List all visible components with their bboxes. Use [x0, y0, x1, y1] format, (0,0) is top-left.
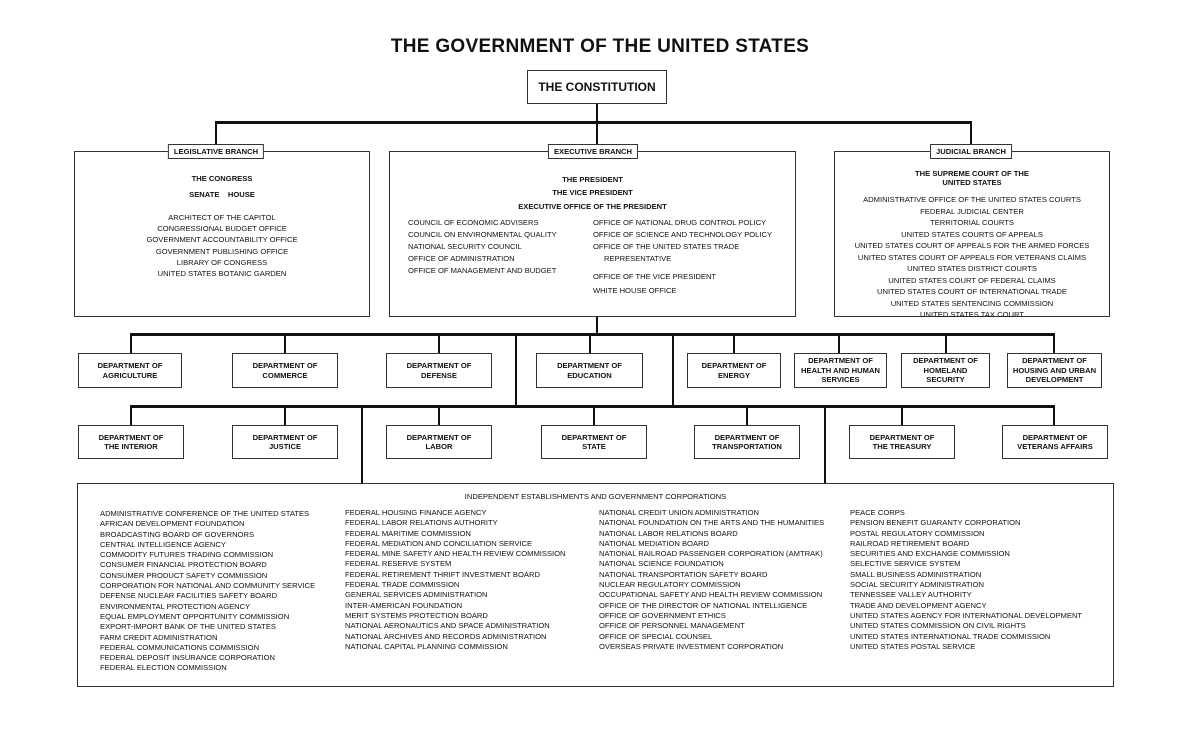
connector-line [130, 405, 132, 425]
department-health-human-services: DEPARTMENT OF HEALTH AND HUMAN SERVICES [794, 353, 887, 388]
connector-line [596, 317, 598, 334]
connector-line [515, 333, 517, 407]
list-item: OFFICE OF MANAGEMENT AND BUDGET [408, 266, 557, 275]
list-item: CONSUMER PRODUCT SAFETY COMMISSION [100, 570, 268, 580]
list-item: OFFICE OF GOVERNMENT ETHICS [599, 610, 726, 620]
connector-line [733, 333, 735, 353]
list-item: NATIONAL CAPITAL PLANNING COMMISSION [345, 641, 508, 651]
list-item: FEDERAL MEDIATION AND CONCILIATION SERVICE [345, 538, 533, 548]
list-item: UNITED STATES COURTS OF APPEALS [901, 229, 1043, 239]
list-item: ENVIRONMENTAL PROTECTION AGENCY [100, 601, 251, 611]
department-commerce: DEPARTMENT OF COMMERCE [232, 353, 338, 388]
list-item: NATIONAL TRANSPORTATION SAFETY BOARD [599, 569, 768, 579]
list-item: UNITED STATES SENTENCING COMMISSION [890, 298, 1054, 308]
list-item: UNITED STATES TAX COURT [920, 310, 1024, 319]
independent-list-col4 [850, 508, 1082, 652]
list-item: NATIONAL CREDIT UNION ADMINISTRATION [599, 508, 760, 517]
congress-label: THE CONGRESS [191, 174, 253, 183]
executive-branch-box [389, 151, 796, 317]
list-item: SMALL BUSINESS ADMINISTRATION [850, 569, 982, 579]
list-item: TERRITORIAL COURTS [930, 218, 1014, 227]
list-item: UNITED STATES COURT OF APPEALS FOR VETERANS CLAIMS [857, 252, 1087, 262]
list-item: NATIONAL MEDIATION BOARD [599, 538, 709, 548]
department-veterans-affairs: DEPARTMENT OF VETERANS AFFAIRS [1002, 425, 1108, 459]
list-item: CONGRESSIONAL BUDGET OFFICE [157, 224, 287, 234]
connector-line [589, 333, 591, 353]
list-item: UNITED STATES COMMISSION ON CIVIL RIGHTS [850, 621, 1026, 631]
list-item: SELECTIVE SERVICE SYSTEM [850, 559, 961, 569]
list-item: POSTAL REGULATORY COMMISSION [850, 528, 985, 538]
department-justice: DEPARTMENT OF JUSTICE [232, 425, 338, 459]
list-item: ADMINISTRATIVE OFFICE OF THE UNITED STATES COURTS [863, 195, 1081, 204]
department-state: DEPARTMENT OF STATE [541, 425, 647, 459]
list-item: OFFICE OF THE UNITED STATES TRADE [593, 242, 740, 251]
department-treasury: DEPARTMENT OF THE TREASURY [849, 425, 955, 459]
department-agriculture: DEPARTMENT OF AGRICULTURE [78, 353, 182, 388]
connector-line [438, 405, 440, 425]
list-item: INTER-AMERICAN FOUNDATION [345, 600, 463, 610]
department-labor: DEPARTMENT OF LABOR [386, 425, 492, 459]
list-item: RAILROAD RETIREMENT BOARD [850, 538, 970, 548]
eop-label: EXECUTIVE OFFICE OF THE PRESIDENT [518, 202, 667, 211]
executive-branch-label: EXECUTIVE BRANCH [548, 144, 638, 159]
list-item: NATIONAL FOUNDATION ON THE ARTS AND THE HUMANITIES [599, 518, 825, 528]
connector-line [130, 405, 1053, 408]
list-item: OFFICE OF THE VICE PRESIDENT [593, 272, 717, 281]
list-item: NATIONAL SCIENCE FOUNDATION [599, 559, 724, 569]
list-item: COUNCIL ON ENVIRONMENTAL QUALITY [408, 230, 557, 239]
department-energy: DEPARTMENT OF ENERGY [687, 353, 781, 388]
page-title: THE GOVERNMENT OF THE UNITED STATES [390, 36, 810, 57]
list-item: FEDERAL RESERVE SYSTEM [345, 559, 452, 569]
independent-list-col1 [100, 509, 315, 674]
list-item: TENNESSEE VALLEY AUTHORITY [850, 590, 972, 600]
list-item: FEDERAL TRADE COMMISSION [345, 580, 460, 590]
connector-line [593, 405, 595, 425]
list-item: OFFICE OF THE DIRECTOR OF NATIONAL INTELLIGENCE [599, 600, 808, 610]
department-interior: DEPARTMENT OF THE INTERIOR [78, 425, 184, 459]
list-item: CENTRAL INTELLIGENCE AGENCY [100, 539, 226, 549]
connector-line [130, 333, 1055, 336]
connector-line [361, 405, 363, 483]
list-item: NATIONAL SECURITY COUNCIL [408, 242, 522, 251]
list-item: CORPORATION FOR NATIONAL AND COMMUNITY SERVICE [100, 581, 316, 591]
list-item: LIBRARY OF CONGRESS [176, 257, 268, 267]
chambers-label: SENATE HOUSE [189, 189, 255, 199]
list-item: UNITED STATES COURT OF APPEALS FOR THE ARMED FORCES [854, 241, 1090, 250]
list-item: UNITED STATES COURT OF INTERNATIONAL TRADE [876, 287, 1067, 296]
eop-offices-right [593, 217, 772, 297]
list-item: AFRICAN DEVELOPMENT FOUNDATION [100, 519, 245, 529]
list-item: FEDERAL DEPOSIT INSURANCE CORPORATION [100, 653, 275, 663]
legislative-branch-label: LEGISLATIVE BRANCH [168, 144, 264, 159]
connector-line [838, 333, 840, 353]
supreme-court-label-2: UNITED STATES [942, 178, 1002, 187]
list-item: FEDERAL HOUSING FINANCE AGENCY [345, 508, 487, 517]
list-item: TRADE AND DEVELOPMENT AGENCY [850, 600, 987, 610]
constitution-box: THE CONSTITUTION [527, 70, 667, 104]
vice-president-label: THE VICE PRESIDENT [552, 187, 633, 197]
list-item: OFFICE OF SCIENCE AND TECHNOLOGY POLICY [593, 230, 773, 239]
department-defense: DEPARTMENT OF DEFENSE [386, 353, 492, 388]
list-item: REPRESENTATIVE [604, 254, 672, 263]
list-item: FEDERAL COMMUNICATIONS COMMISSION [100, 642, 260, 652]
eop-offices-left [408, 217, 557, 277]
connector-line [672, 333, 674, 407]
department-education: DEPARTMENT OF EDUCATION [536, 353, 643, 388]
list-item: UNITED STATES AGENCY FOR INTERNATIONAL DEVELOPMENT [850, 610, 1083, 620]
list-item: NUCLEAR REGULATORY COMMISSION [599, 580, 741, 590]
list-item: NATIONAL AERONAUTICS AND SPACE ADMINISTRATION [345, 621, 550, 631]
list-item: SECURITIES AND EXCHANGE COMMISSION [850, 549, 1010, 559]
list-item: COMMODITY FUTURES TRADING COMMISSION [100, 550, 274, 560]
list-item: EQUAL EMPLOYMENT OPPORTUNITY COMMISSION [100, 611, 290, 621]
list-item: NATIONAL LABOR RELATIONS BOARD [599, 528, 738, 538]
connector-line [438, 333, 440, 353]
connector-line [284, 333, 286, 353]
legislative-offices-list [75, 212, 369, 280]
list-item: OFFICE OF PERSONNEL MANAGEMENT [599, 621, 745, 631]
connector-line [284, 405, 286, 425]
list-item: SOCIAL SECURITY ADMINISTRATION [850, 580, 985, 590]
connector-line [945, 333, 947, 353]
judicial-branch-box [834, 151, 1110, 317]
list-item: UNITED STATES DISTRICT COURTS [907, 264, 1037, 273]
list-item: DEFENSE NUCLEAR FACILITIES SAFETY BOARD [100, 591, 278, 601]
list-item: OFFICE OF ADMINISTRATION [408, 254, 515, 263]
list-item: ARCHITECT OF THE CAPITOL [168, 212, 276, 222]
independent-list-col3 [599, 508, 824, 652]
legislative-branch-box [74, 151, 370, 317]
list-item: CONSUMER FINANCIAL PROTECTION BOARD [100, 560, 267, 570]
list-item: OFFICE OF SPECIAL COUNSEL [599, 631, 713, 641]
list-item: BROADCASTING BOARD OF GOVERNORS [100, 529, 255, 539]
connector-line [596, 104, 598, 122]
list-item: FEDERAL ELECTION COMMISSION [100, 663, 227, 673]
list-item: UNITED STATES INTERNATIONAL TRADE COMMISSION [850, 631, 1051, 641]
list-item: EXPORT-IMPORT BANK OF THE UNITED STATES [100, 622, 276, 632]
list-item: UNITED STATES POSTAL SERVICE [850, 641, 976, 651]
connector-line [1053, 405, 1055, 425]
list-item: GENERAL SERVICES ADMINISTRATION [345, 590, 488, 600]
list-item: FEDERAL RETIREMENT THRIFT INVESTMENT BOARD [345, 569, 540, 579]
department-housing-urban-development: DEPARTMENT OF HOUSING AND URBAN DEVELOPMENT [1007, 353, 1102, 388]
department-homeland-security: DEPARTMENT OF HOMELAND SECURITY [901, 353, 990, 388]
list-item: FEDERAL LABOR RELATIONS AUTHORITY [345, 518, 498, 528]
list-item: NATIONAL ARCHIVES AND RECORDS ADMINISTRATION [345, 631, 547, 641]
department-transportation: DEPARTMENT OF TRANSPORTATION [694, 425, 800, 459]
connector-line [1053, 333, 1055, 353]
connector-line [746, 405, 748, 425]
independent-establishments-box [77, 483, 1114, 687]
list-item: OCCUPATIONAL SAFETY AND HEALTH REVIEW COMMISSION [599, 590, 823, 600]
connector-line [215, 121, 972, 124]
list-item: MERIT SYSTEMS PROTECTION BOARD [345, 610, 488, 620]
connector-line [130, 333, 132, 353]
list-item: FEDERAL MINE SAFETY AND HEALTH REVIEW COMMISSION [345, 549, 566, 559]
list-item: ADMINISTRATIVE CONFERENCE OF THE UNITED STATES [100, 509, 310, 518]
list-item: PEACE CORPS [850, 508, 905, 517]
list-item: NATIONAL RAILROAD PASSENGER CORPORATION (AMTRAK) [599, 549, 823, 559]
president-label: THE PRESIDENT [562, 175, 623, 184]
independent-list-col2 [345, 508, 566, 652]
judicial-branch-label: JUDICIAL BRANCH [930, 144, 1012, 159]
list-item: COUNCIL OF ECONOMIC ADVISERS [408, 218, 539, 227]
list-item: FEDERAL MARITIME COMMISSION [345, 528, 471, 538]
list-item: GOVERNMENT PUBLISHING OFFICE [155, 246, 289, 256]
list-item: PENSION BENEFIT GUARANTY CORPORATION [850, 518, 1021, 528]
list-item: UNITED STATES BOTANIC GARDEN [157, 269, 287, 279]
list-item: FEDERAL JUDICIAL CENTER [920, 206, 1024, 216]
list-item: UNITED STATES COURT OF FEDERAL CLAIMS [888, 275, 1056, 285]
list-item: OVERSEAS PRIVATE INVESTMENT CORPORATION [599, 641, 784, 651]
independent-establishments-title: INDEPENDENT ESTABLISHMENTS AND GOVERNMENT CORPORATIONS [464, 492, 727, 501]
connector-line [824, 405, 826, 483]
list-item: OFFICE OF NATIONAL DRUG CONTROL POLICY [593, 218, 767, 227]
list-item: WHITE HOUSE OFFICE [593, 286, 677, 295]
list-item: GOVERNMENT ACCOUNTABILITY OFFICE [146, 235, 298, 245]
list-item: FARM CREDIT ADMINISTRATION [100, 632, 218, 642]
judicial-courts-list [835, 194, 1109, 321]
connector-line [901, 405, 903, 425]
supreme-court-label: THE SUPREME COURT OF THE [915, 169, 1029, 178]
